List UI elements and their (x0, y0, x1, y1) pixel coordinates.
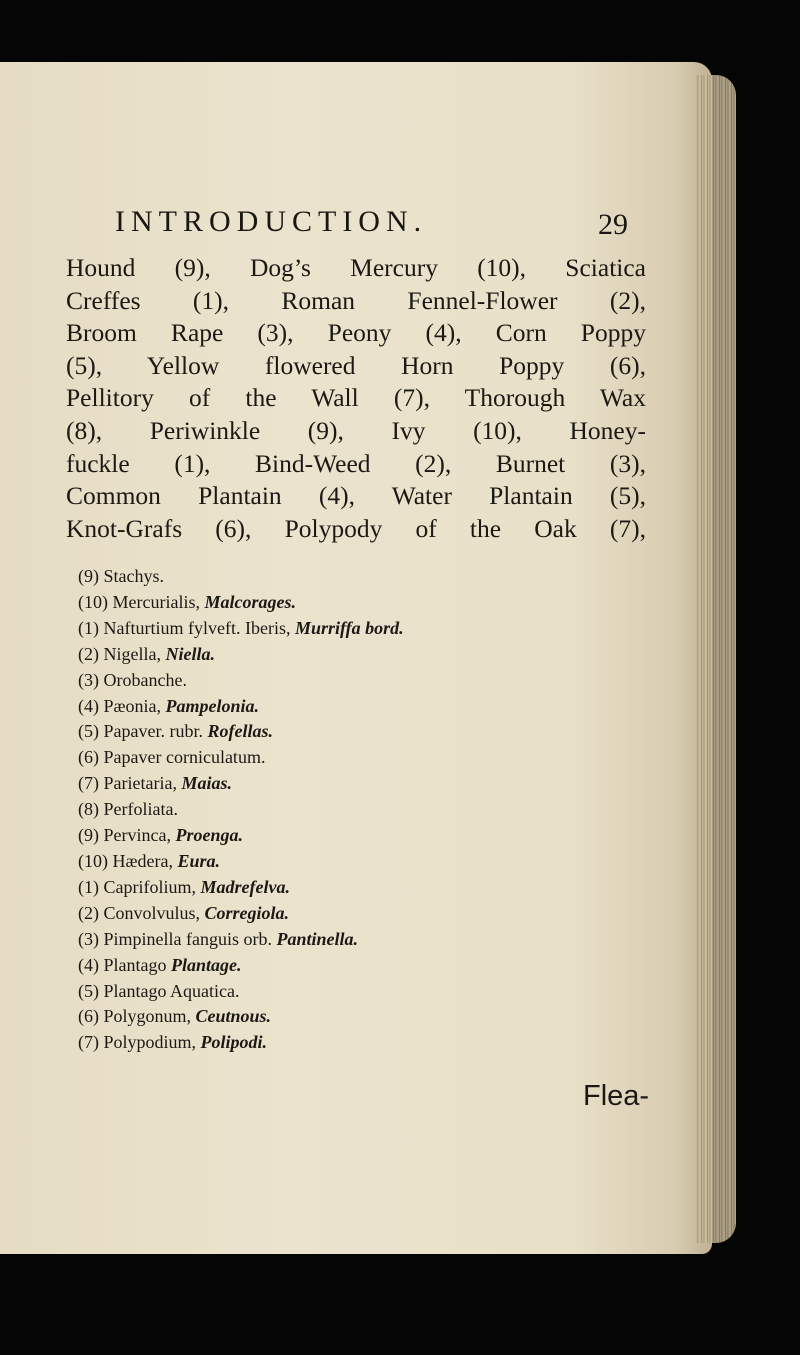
footnote-latin: Pervinca, (103, 825, 171, 846)
footnote (78, 979, 638, 1005)
footnotes (78, 564, 638, 1056)
footnote-number: (6) (78, 1006, 99, 1027)
footnote (78, 590, 638, 616)
body-line: Creffes (1), Roman Fennel-Flower (2), (66, 285, 646, 315)
footnote (78, 875, 638, 901)
footnote-number: (10) (78, 850, 108, 871)
footnote-vernacular: Malcorages. (204, 591, 296, 612)
footnote-number: (1) (78, 876, 99, 897)
footnote (78, 771, 638, 797)
footnote (78, 564, 638, 590)
footnote-vernacular: Eura. (177, 850, 221, 871)
footnote-number: (2) (78, 643, 99, 664)
footnote-number: (4) (78, 954, 99, 975)
footnote-latin: Convolvulus, (103, 902, 201, 923)
footnote (78, 1004, 638, 1030)
footnote-vernacular: Rofellas. (207, 721, 273, 742)
footnote-vernacular: Murriffa bord. (294, 617, 404, 638)
footnote-latin: Nafturtium fylveft. Iberis, (103, 617, 291, 638)
footnote-latin: Plantago (103, 954, 167, 975)
footnote-latin: Hædera, (112, 850, 173, 871)
footnote-vernacular: Maias. (181, 773, 232, 794)
footnote-number: (9) (78, 566, 99, 586)
footnote (78, 927, 638, 953)
catchword: Flea- (583, 1080, 650, 1112)
footnote-number: (8) (78, 799, 99, 820)
footnote-vernacular: Polipodi. (200, 1032, 268, 1053)
footnote-vernacular: Madrefelva. (200, 876, 290, 897)
footnote-number: (9) (78, 825, 99, 846)
footnote (78, 616, 638, 642)
footnote-number: (1) (78, 617, 99, 638)
body-line: fuckle (1), Bind-Weed (2), Burnet (3), (66, 448, 646, 478)
footnote-vernacular: Niella. (165, 643, 215, 664)
body-line: Hound (9), Dog’s Mercury (10), Sciatica (66, 253, 646, 282)
body-line: Common Plantain (4), Water Plantain (5), (66, 481, 646, 511)
footnote-latin: Parietaria, (103, 773, 177, 794)
footnote-latin: Nigella, (103, 643, 161, 664)
footnote (78, 694, 638, 720)
footnote (78, 1030, 638, 1056)
footnote (78, 668, 638, 694)
footnote-latin: Caprifolium, (103, 876, 196, 897)
footnote-number: (5) (78, 721, 99, 742)
footnote-number: (5) (78, 980, 99, 1001)
footnote-latin: Perfoliata. (103, 799, 178, 820)
footnote-vernacular: Plantage. (171, 954, 242, 975)
footnote-vernacular: Corregiola. (204, 902, 290, 923)
footnote-latin: Stachys. (103, 566, 164, 586)
footnote (78, 719, 638, 745)
footnote-vernacular: Proenga. (175, 825, 243, 846)
footnote-latin: Orobanche. (103, 669, 187, 690)
footnote-number: (7) (78, 1032, 99, 1053)
footnote-number: (4) (78, 695, 99, 716)
footnote (78, 953, 638, 979)
body-text (66, 252, 646, 545)
footnote (78, 849, 638, 875)
footnote (78, 901, 638, 927)
footnote-number: (10) (78, 591, 108, 612)
footnote (78, 642, 638, 668)
footnote-vernacular: Pampelonia. (165, 695, 260, 716)
footnote-number: (3) (78, 669, 99, 690)
running-head: INTRODUCTION. (115, 205, 428, 238)
footnote-latin: Plantago Aquatica. (103, 980, 240, 1001)
footnote (78, 823, 638, 849)
footnote (78, 745, 638, 771)
footnote-latin: Papaver corniculatum. (103, 747, 266, 768)
footnote-latin: Mercurialis, (112, 591, 200, 612)
footnote-vernacular: Ceutnous. (195, 1006, 272, 1027)
footnote-latin: Pimpinella fanguis orb. (103, 928, 272, 949)
footnote-number: (2) (78, 902, 99, 923)
page-number: 29 (598, 208, 628, 241)
footnote-vernacular: Pantinella. (276, 928, 358, 949)
footnote (78, 797, 638, 823)
body-line: Knot-Grafs (6), Polypody of the Oak (7), (66, 513, 646, 543)
footnote-latin: Pæonia, (103, 695, 162, 716)
footnote-latin: Polygonum, (103, 1006, 192, 1027)
footnote-number: (7) (78, 773, 99, 794)
page-edges (696, 75, 736, 1243)
footnote-latin: Polypodium, (103, 1032, 197, 1053)
footnote-number: (3) (78, 928, 99, 949)
body-line: Broom Rape (3), Peony (4), Corn Poppy (66, 318, 646, 348)
body-line: (5), Yellow flowered Horn Poppy (6), (66, 350, 646, 380)
body-line: Pellitory of the Wall (7), Thorough Wax (66, 383, 646, 413)
footnote-number: (6) (78, 747, 99, 768)
body-line: (8), Periwinkle (9), Ivy (10), Honey- (66, 415, 646, 445)
footnote-latin: Papaver. rubr. (103, 721, 203, 742)
